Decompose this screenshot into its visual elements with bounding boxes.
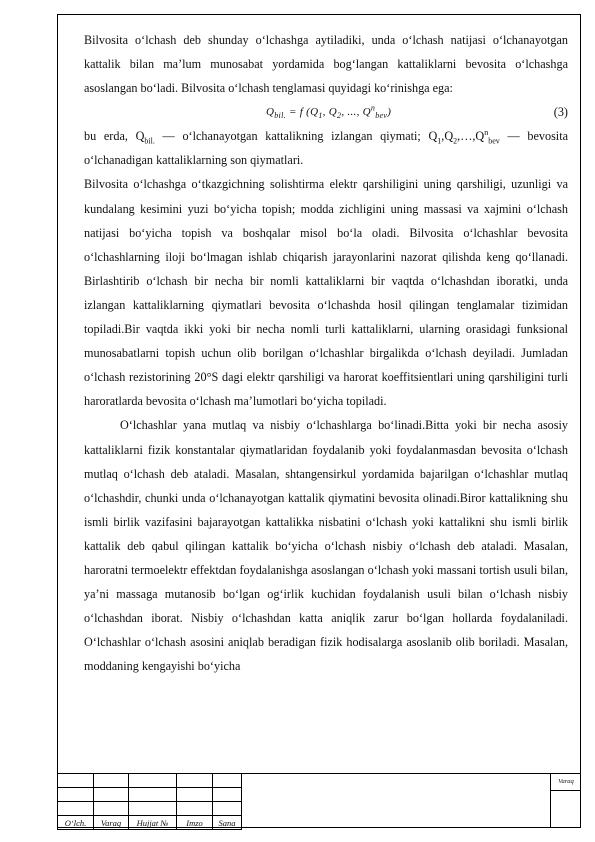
col-imzo-label: Imzo <box>177 816 213 830</box>
title-block <box>57 773 581 828</box>
paragraph-examples: Bilvosita o‘lchashga o‘tkazgichning solishtirma elektr qarshiligini uning qarshiligi, uzunligi va kundalang kesimini yuzi bo‘yicha topish; modda zichligini uning massasi va xajmini o‘lchash natijasi bo‘yicha topish va boshqalar misol bo‘la oladi. Bilvosita o‘lchashlar bevosita o‘lchashlarning iloji bo‘lmagan ishlab chiqarish jarayonlarini nazorat qilishda keng qo‘llanadi. Birlashtirib o‘lchash bir necha bir nomli kattaliklarni bir vaqtda o‘lchashdan iboratki, unda izlangan kattaliklarning qiymatlari bevosita o‘lchashda hosil qilingan tenglamalar tizimidan topiladi.Bir vaqtda ikki yoki bir necha nomli turli kattaliklarni, ularning orasidagi funksional munosabatlarni topish uchun olib borilgan o‘lchashlar birgalikda o‘lchash deyiladi. Jumladan o‘lchash rezistorining 20°S dagi elektr qarshiligi va harorat koeffitsientlari uning qarshiligini turli haroratlarda bevosita o‘lchash ma’lumotlari bo‘yicha topiladi. <box>84 177 568 409</box>
col-hujjat-label: Hujjat № <box>129 816 177 830</box>
paragraph-absolute-relative: O‘lchashlar yana mutlaq va nisbiy o‘lchashlarga bo‘linadi.Bitta yoki bir necha asosiy kattaliklarni fizik konstantalar qiymatlaridan foydalanib yoki foydalanmasdan bevosita o‘lchash mutlaq o‘lchash deb ataladi. Masalan, shtangensirkul yordamida bajarilgan o‘lchashlar mutlaq o‘lchashdir, chunki unda o‘lchanayotgan kattalik qiymatini bevosita olinadi.Biror kattalikning shu ismli birlik vazifasini bajarayotgan kattalikka nisbatini o‘lchash yoki kattalikni shu ismli birlik kattalik deb qabul qilingan kattalik bo‘yicha o‘lchash nisbiy o‘lchash deb ataladi. Masalan, haroratni termoelektr effektdan foydalanishga asoslangan o‘lchash yoki massani tortish usuli bilan, ya’ni massaga mutanosib bo‘lgan og‘irlik kuchidan foydalanish usuli bilan o‘lchash nisbiy o‘lchashdan iborat. Nisbiy o‘lchashdan katta aniqlik zarur bo‘lgan hollarda foydalaniladi. O‘lchashlar o‘lchash asosini aniqlab beradigan fizik hodisalarga asoslanib olib boriladi. Masalan, moddaning kengayishi bo‘yicha <box>84 418 568 674</box>
paragraph-intro: Bilvosita o‘lchash deb shunday o‘lchashga aytiladiki, unda o‘lchash natijasi o‘lchanayotgan kattalik bilan ma’lum munosabat yordamida bog‘langan kattaliklarni bevosita o‘lchashga asoslangan bo‘ladi. Bilvosita o‘lchash tenglamasi quyidagi ko‘rinishga ega: <box>84 33 568 96</box>
title-block-row <box>58 774 242 788</box>
col-olch-label: O‘lch. <box>58 816 94 830</box>
formula: $Q_{bil.} = f$ ($Q_1$, $Q_2$, ..., $Q^n_{bev}$) <box>266 103 392 121</box>
title-block-row <box>58 802 242 816</box>
formula-number: (3) <box>553 105 568 120</box>
sheet-label: Varaq <box>551 773 581 791</box>
col-sana-label: Sana <box>213 816 242 830</box>
title-block-grid <box>57 773 242 830</box>
formula-line <box>84 100 568 124</box>
title-block-row <box>58 788 242 802</box>
document-body <box>84 28 568 678</box>
title-block-main <box>241 773 551 828</box>
col-varaq-label: Varaq <box>94 816 129 830</box>
title-block-header-row <box>58 816 242 830</box>
paragraph-definitions: bu erda, $Q_{bil.}$ — o‘lchanayotgan kattalikning izlangan qiymati; $Q_1,Q_2,\dots,Q^n_{bev}$ — bevosita o‘lchanadigan kattaliklarning son qiymatlari. <box>84 128 568 168</box>
